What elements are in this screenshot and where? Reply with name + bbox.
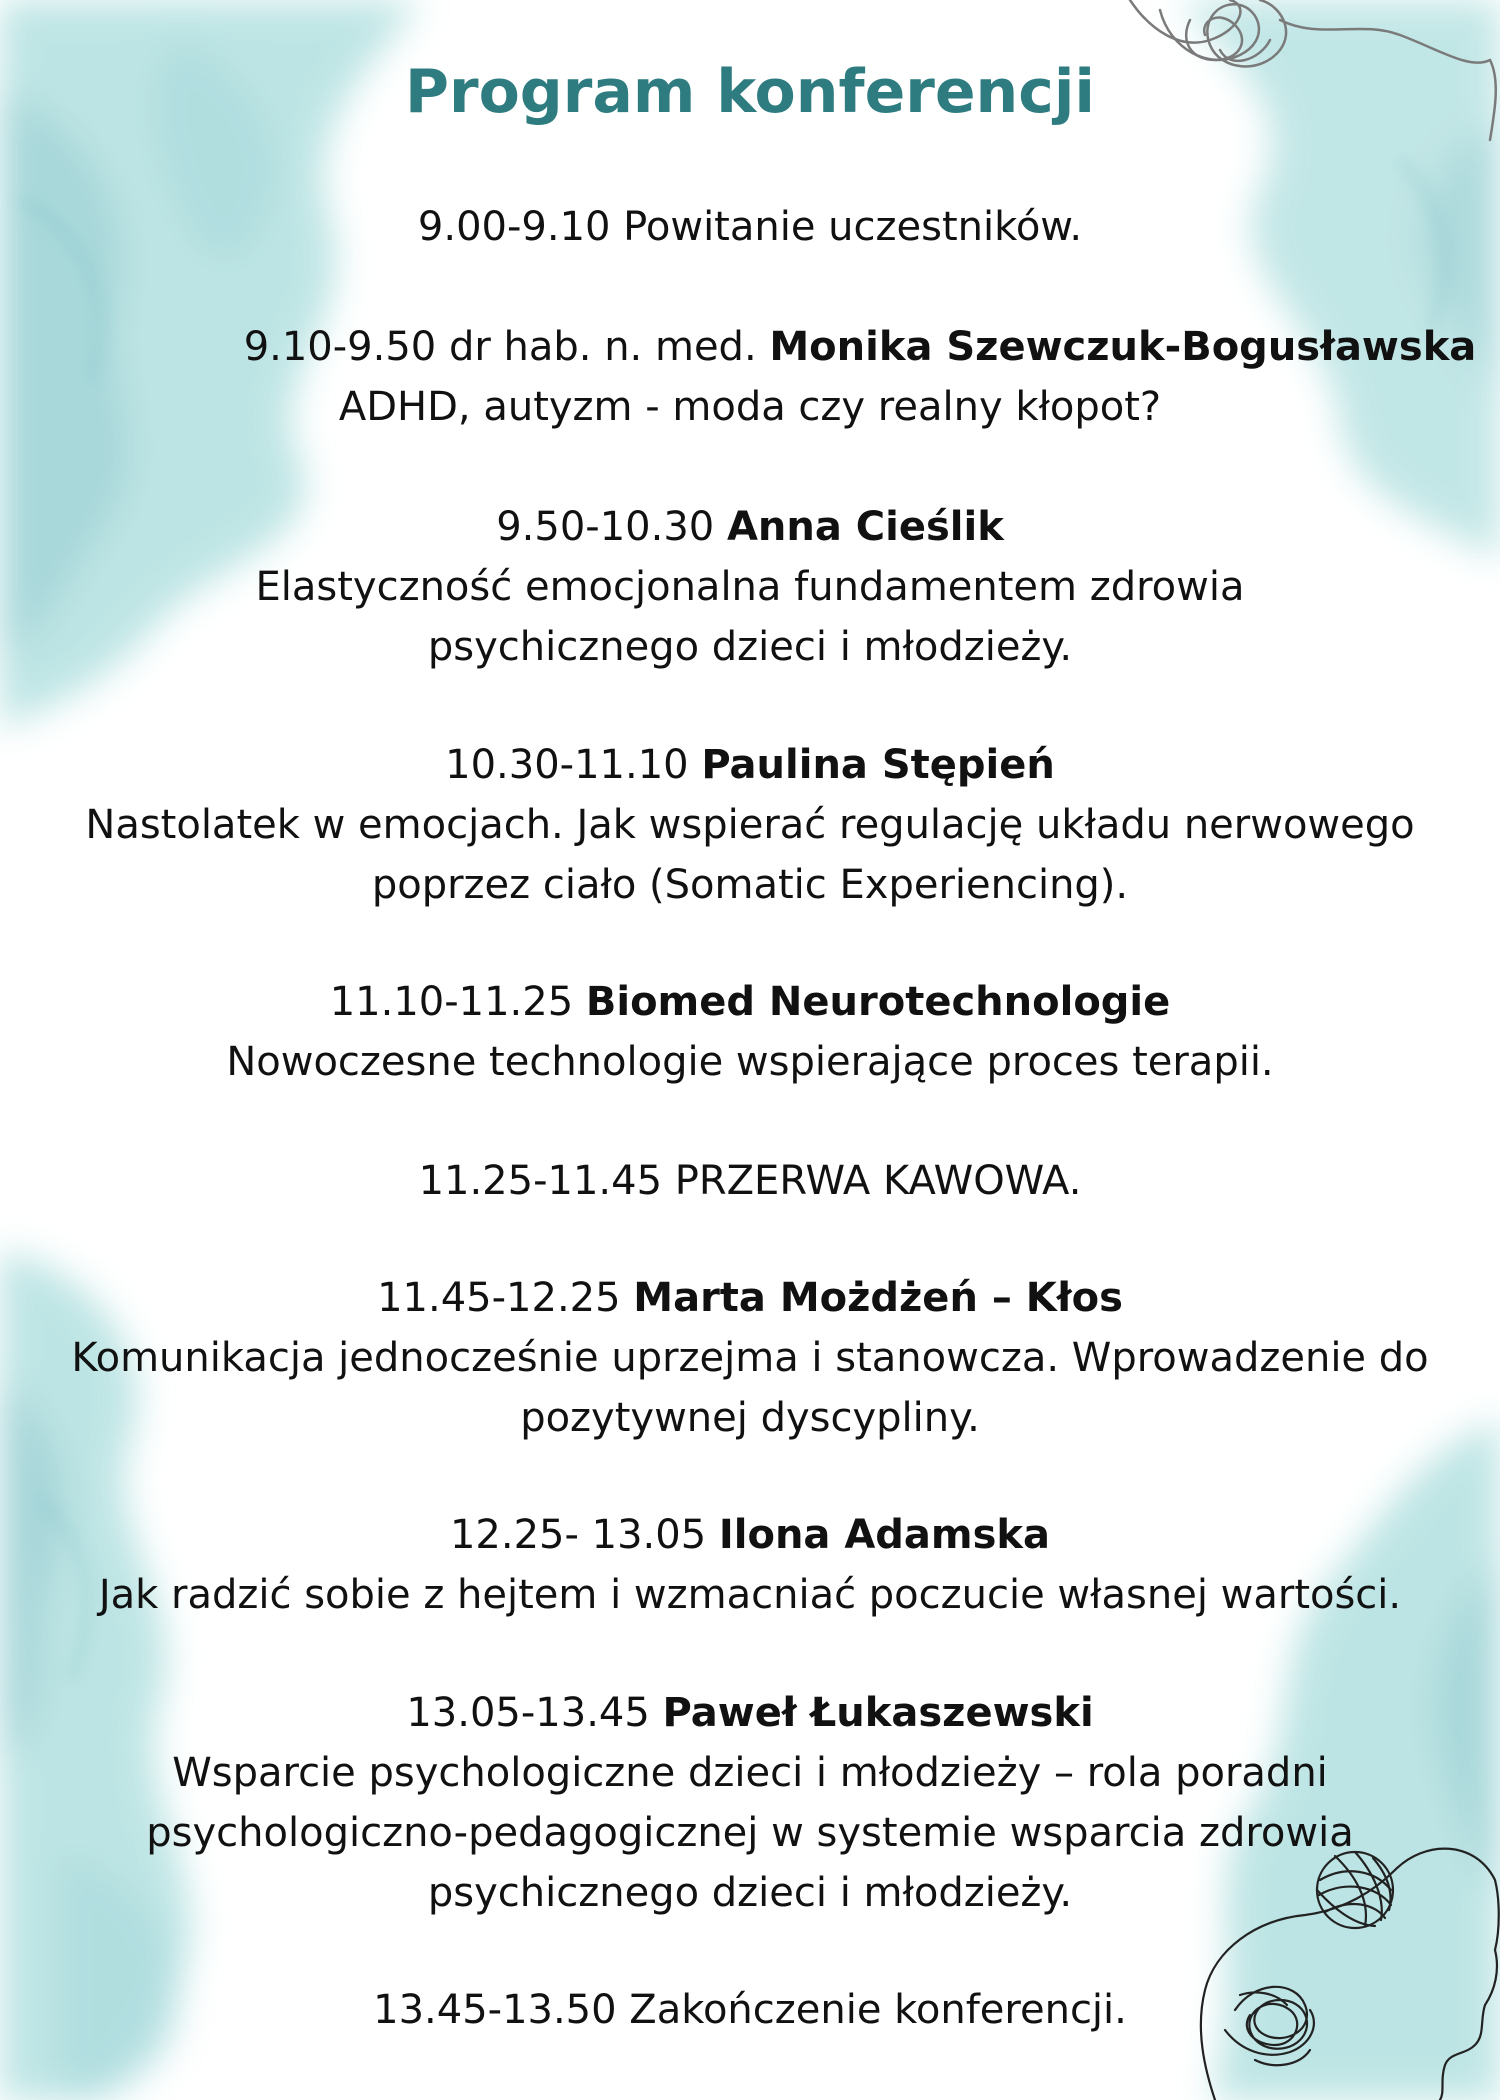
speaker-name: Ilona Adamska bbox=[718, 1512, 1051, 1558]
speaker-name: Marta Możdżeń – Kłos bbox=[633, 1275, 1123, 1321]
schedule-time: 11.25-11.45 PRZERWA KAWOWA. bbox=[418, 1158, 1082, 1204]
schedule-topic: poprzez ciało (Somatic Experiencing). bbox=[371, 862, 1129, 908]
schedule-time: 13.05-13.45 bbox=[406, 1690, 663, 1736]
schedule-time: 9.00-9.10 Powitanie uczestników. bbox=[417, 204, 1083, 250]
schedule-item-time-2 bbox=[110, 317, 1500, 377]
schedule-topic: Nastolatek w emocjach. Jak wspierać regulację układu nerwowego bbox=[85, 802, 1415, 848]
schedule-time: 9.50-10.30 bbox=[496, 504, 727, 550]
schedule-time: 11.10-11.25 bbox=[329, 979, 586, 1025]
schedule-topic: Komunikacja jednocześnie uprzejma i stanowcza. Wprowadzenie do bbox=[71, 1335, 1429, 1381]
schedule-item-time-1 bbox=[0, 197, 1500, 257]
speaker-name: Biomed Neurotechnologie bbox=[585, 979, 1171, 1025]
schedule-topic: Jak radzić sobie z hejtem i wzmacniać poczucie własnej wartości. bbox=[98, 1572, 1402, 1618]
schedule-item-time-8 bbox=[0, 1505, 1500, 1565]
schedule-time: 13.45-13.50 Zakończenie konferencji. bbox=[373, 1987, 1127, 2033]
schedule-item-time-3 bbox=[0, 497, 1500, 557]
schedule-topic: psychologiczno-pedagogicznej w systemie wsparcia zdrowia bbox=[146, 1810, 1354, 1856]
schedule-item-time-4 bbox=[0, 735, 1500, 795]
schedule-time: 12.25- 13.05 bbox=[449, 1512, 719, 1558]
schedule-time: 9.10-9.50 dr hab. n. med. bbox=[243, 324, 770, 370]
schedule-item-time-6 bbox=[0, 1151, 1500, 1211]
page-title: Program konferencji bbox=[405, 57, 1095, 127]
speaker-name: Anna Cieślik bbox=[726, 504, 1004, 550]
schedule-item-time-10 bbox=[0, 1980, 1500, 2040]
schedule-item-time-5 bbox=[0, 972, 1500, 1032]
speaker-name: Paweł Łukaszewski bbox=[662, 1690, 1094, 1736]
schedule-item-time-9 bbox=[0, 1683, 1500, 1743]
schedule-topic: psychicznego dzieci i młodzieży. bbox=[427, 624, 1073, 670]
speaker-name: Monika Szewczuk-Bogusławska bbox=[769, 324, 1477, 370]
speaker-name: Paulina Stępień bbox=[701, 742, 1055, 788]
schedule-item-time-7 bbox=[0, 1268, 1500, 1328]
schedule-topic: psychicznego dzieci i młodzieży. bbox=[427, 1870, 1073, 1916]
schedule-topic: ADHD, autyzm - moda czy realny kłopot? bbox=[338, 384, 1162, 430]
schedule-time: 11.45-12.25 bbox=[377, 1275, 634, 1321]
schedule-topic: Nowoczesne technologie wspierające proces terapii. bbox=[226, 1039, 1274, 1085]
schedule-topic: pozytywnej dyscypliny. bbox=[520, 1395, 980, 1441]
schedule-topic: Wsparcie psychologiczne dzieci i młodzieży – rola poradni bbox=[172, 1750, 1328, 1796]
schedule-topic: Elastyczność emocjonalna fundamentem zdrowia bbox=[255, 564, 1245, 610]
schedule-time: 10.30-11.10 bbox=[445, 742, 702, 788]
